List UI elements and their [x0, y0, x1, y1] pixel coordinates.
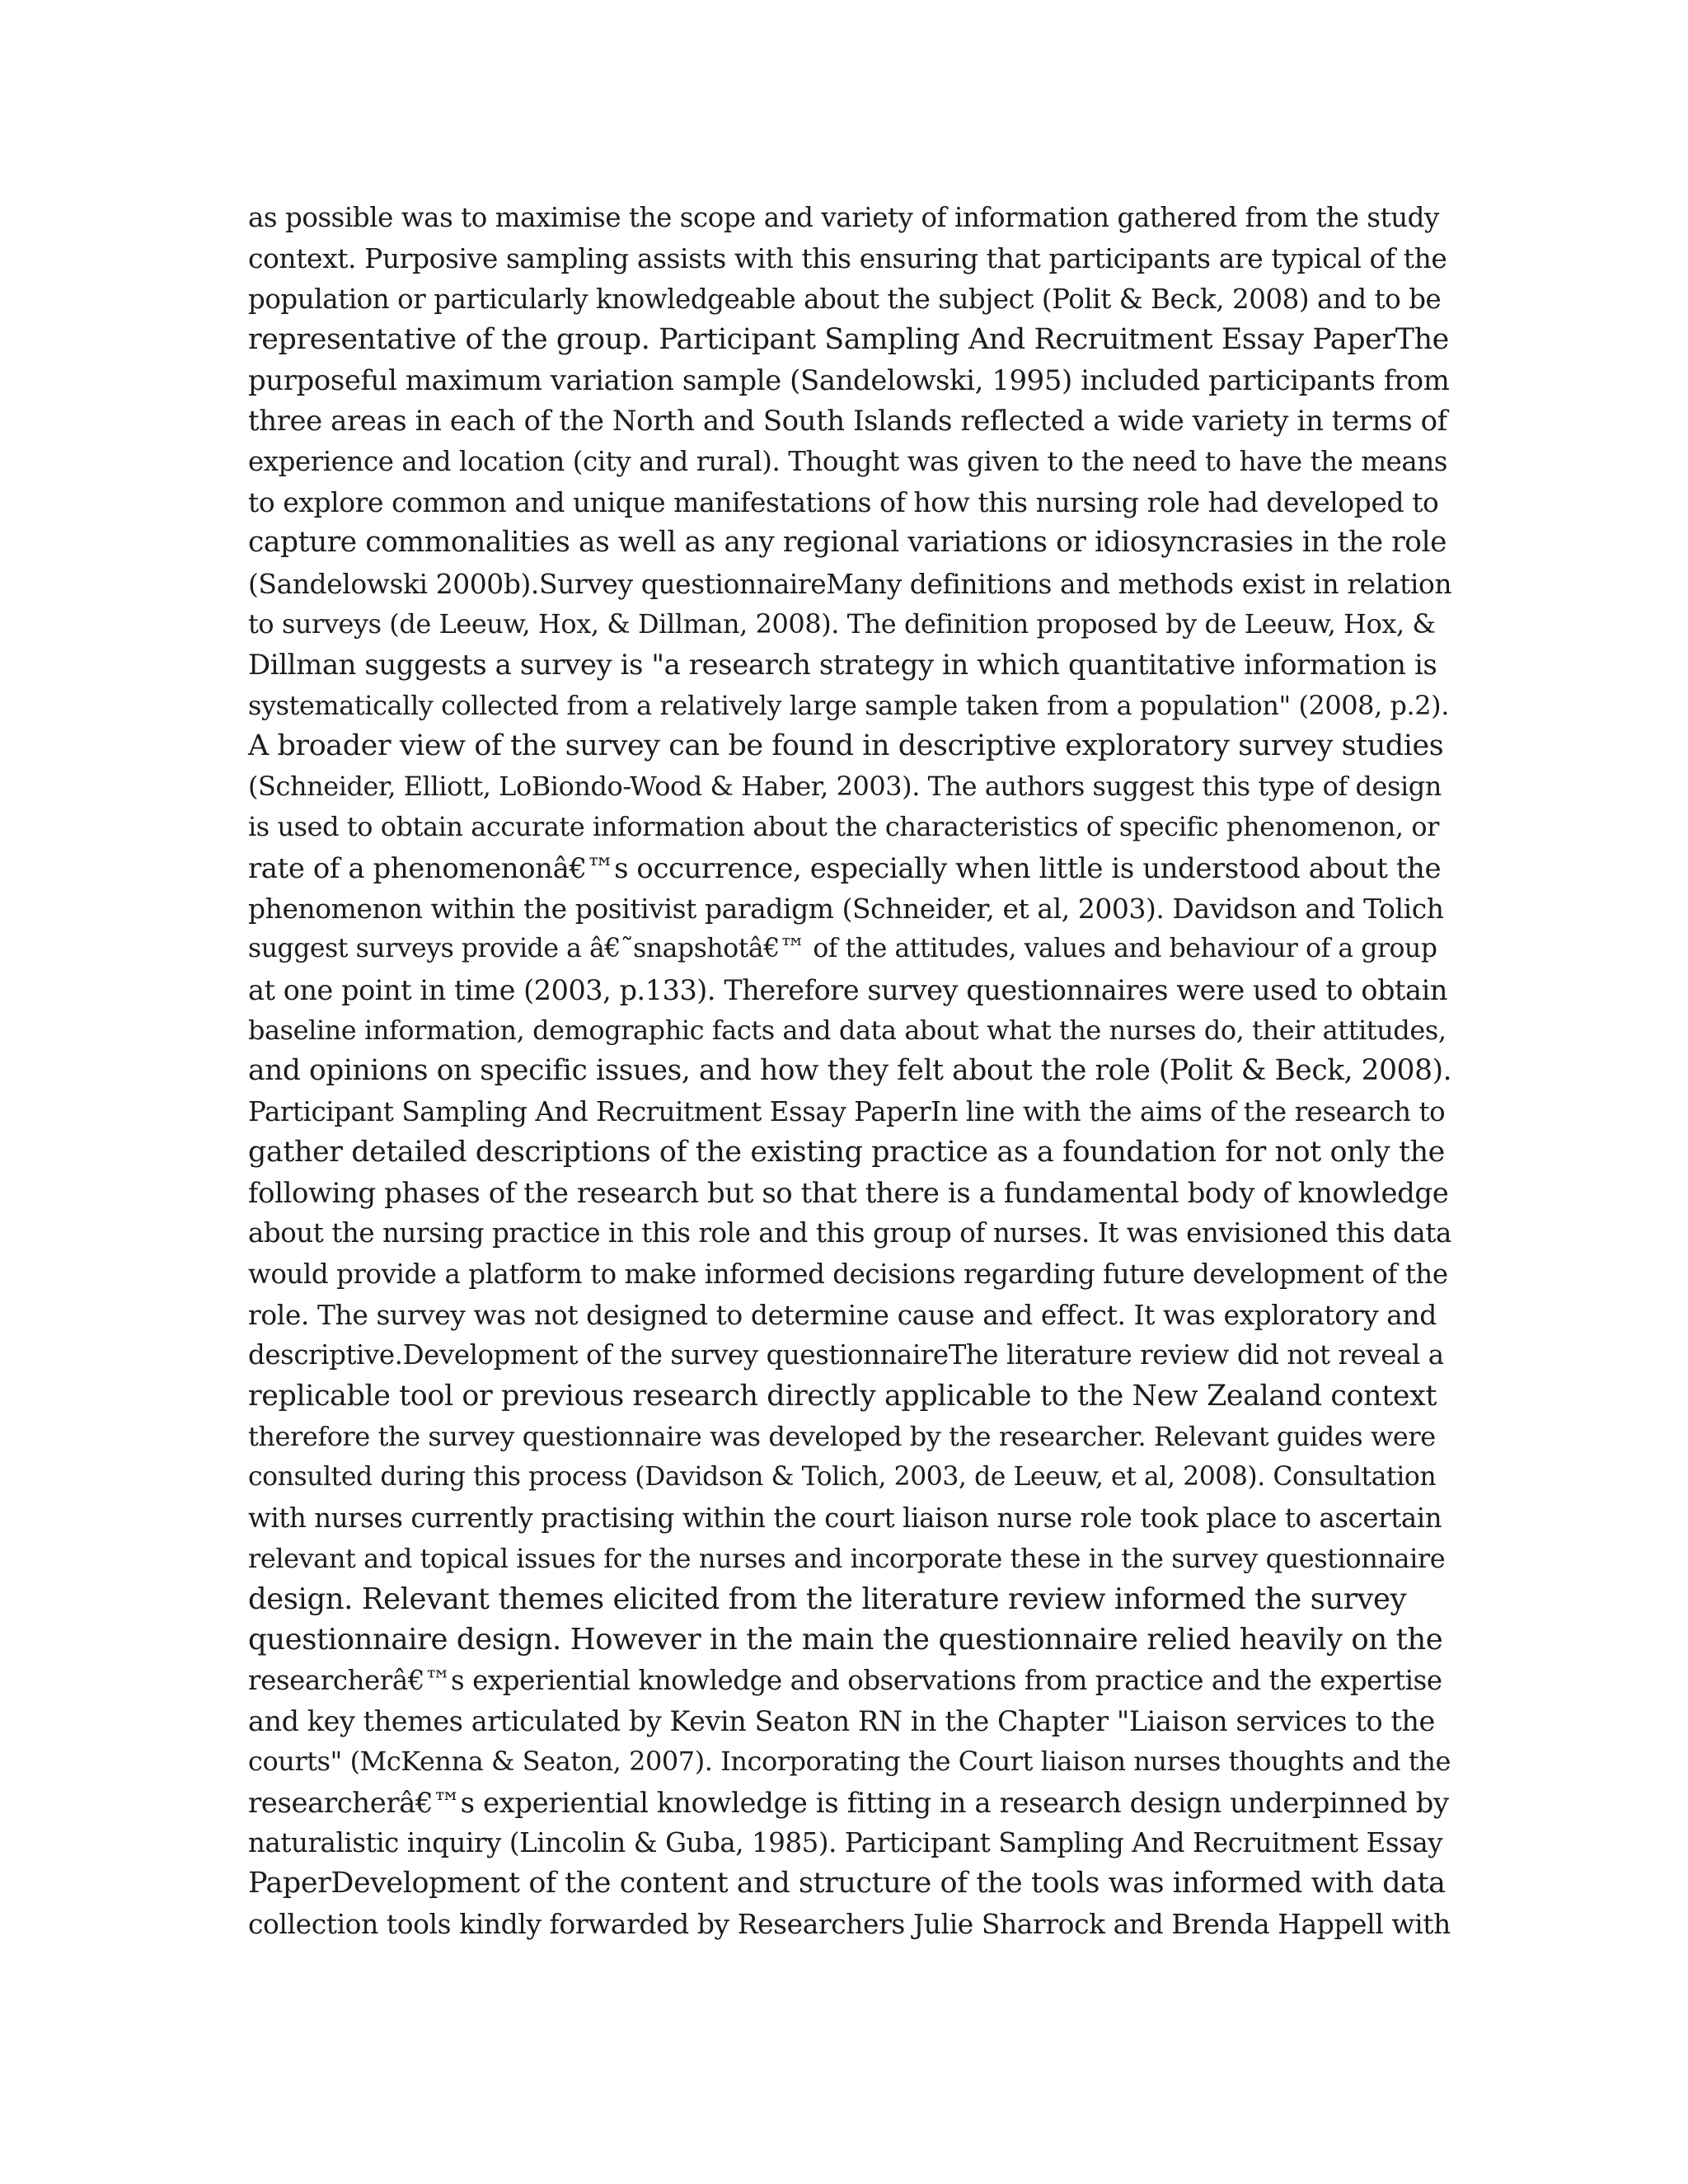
text-line: consulted during this process (Davidson & Tolich, 2003, de Leeuw, et al, 2008). Consultation: [248, 1462, 1437, 1493]
text-line: about the nursing practice in this role and this group of nurses. It was envisioned this data: [248, 1217, 1451, 1249]
text-line: following phases of the research but so that there is a fundamental body of knowledge: [248, 1177, 1449, 1210]
text-line: capture commonalities as well as any regional variations or idiosyncrasies in the role: [248, 526, 1447, 560]
text-line: replicable tool or previous research directly applicable to the New Zealand context: [248, 1379, 1437, 1413]
text-line: three areas in each of the North and South Islands reflected a wide variety in terms of: [248, 405, 1447, 438]
text-line: descriptive.Development of the survey questionnaireThe literature review did not reveal a: [248, 1339, 1444, 1371]
text-line: design. Relevant themes elicited from the literature review informed the survey: [248, 1582, 1407, 1617]
text-line: (Schneider, Elliott, LoBiondo-Wood & Haber, 2003). The authors suggest this type of design: [248, 771, 1442, 803]
text-line: systematically collected from a relatively large sample taken from a population" (2008, p.2).: [248, 689, 1449, 721]
text-line: role. The survey was not designed to determine cause and effect. It was exploratory and: [248, 1299, 1437, 1332]
text-line: therefore the survey questionnaire was developed by the researcher. Relevant guides were: [248, 1420, 1436, 1452]
text-line: naturalistic inquiry (Lincolin & Guba, 1985). Participant Sampling And Recruitment Essay: [248, 1826, 1443, 1858]
text-line: population or particularly knowledgeable about the subject (Polit & Beck, 2008) and to be: [248, 283, 1442, 315]
text-line: A broader view of the survey can be found in descriptive exploratory survey studies: [248, 729, 1444, 762]
text-line: context. Purposive sampling assists with this ensuring that participants are typical of the: [248, 242, 1447, 275]
text-line: relevant and topical issues for the nurses and incorporate these in the survey questionnaire: [248, 1542, 1446, 1574]
text-line: phenomenon within the positivist paradigm (Schneider, et al, 2003). Davidson and Tolich: [248, 893, 1444, 926]
text-line: and key themes articulated by Kevin Seaton RN in the Chapter "Liaison services to the: [248, 1704, 1435, 1737]
text-line: at one point in time (2003, p.133). Therefore survey questionnaires were used to obtain: [248, 973, 1447, 1006]
text-line: to explore common and unique manifestations of how this nursing role had developed to: [248, 486, 1439, 519]
text-line: Dillman suggests a survey is "a research strategy in which quantitative information is: [248, 649, 1437, 682]
text-line: experience and location (city and rural). Thought was given to the need to have the means: [248, 445, 1448, 477]
text-line: purposeful maximum variation sample (Sandelowski, 1995) included participants from: [248, 364, 1450, 397]
body-text: [248, 198, 1451, 1945]
text-line: Participant Sampling And Recruitment Essay PaperIn line with the aims of the research to: [248, 1095, 1446, 1127]
text-line: as possible was to maximise the scope and variety of information gathered from the study: [248, 202, 1439, 233]
text-line: representative of the group. Participant Sampling And Recruitment Essay PaperThe: [248, 322, 1449, 356]
text-line: questionnaire design. However in the main the questionnaire relied heavily on the: [248, 1623, 1443, 1657]
text-line: with nurses currently practising within the court liaison nurse role took place to ascertain: [248, 1502, 1442, 1534]
text-line: rate of a phenomenonâ€™s occurrence, especially when little is understood about the: [248, 851, 1442, 884]
text-line: suggest surveys provide a â€˜snapshotâ€™ of the attitudes, values and behaviour of a group: [248, 934, 1437, 964]
text-line: collection tools kindly forwarded by Researchers Julie Sharrock and Brenda Happell with: [248, 1908, 1451, 1941]
text-line: (Sandelowski 2000b).Survey questionnaireMany definitions and methods exist in relation: [248, 567, 1452, 600]
text-line: courts" (McKenna & Seaton, 2007). Incorporating the Court liaison nurses thoughts and the: [248, 1746, 1451, 1778]
text-line: baseline information, demographic facts and data about what the nurses do, their attitudes,: [248, 1014, 1447, 1046]
text-line: would provide a platform to make informed decisions regarding future development of the: [248, 1258, 1448, 1290]
text-line: researcherâ€™s experiential knowledge and observations from practice and the expertise: [248, 1664, 1442, 1696]
text-line: researcherâ€™s experiential knowledge is fitting in a research design underpinned by: [248, 1786, 1449, 1819]
text-line: gather detailed descriptions of the existing practice as a foundation for not only the: [248, 1135, 1445, 1169]
text-line: is used to obtain accurate information about the characteristics of specific phenomenon, or: [248, 811, 1440, 843]
text-line: to surveys (de Leeuw, Hox, & Dillman, 2008). The definition proposed by de Leeuw, Hox, &: [248, 607, 1436, 640]
text-line: and opinions on specific issues, and how they felt about the role (Polit & Beck, 2008).: [248, 1054, 1452, 1088]
text-line: PaperDevelopment of the content and structure of the tools was informed with data: [248, 1867, 1446, 1900]
